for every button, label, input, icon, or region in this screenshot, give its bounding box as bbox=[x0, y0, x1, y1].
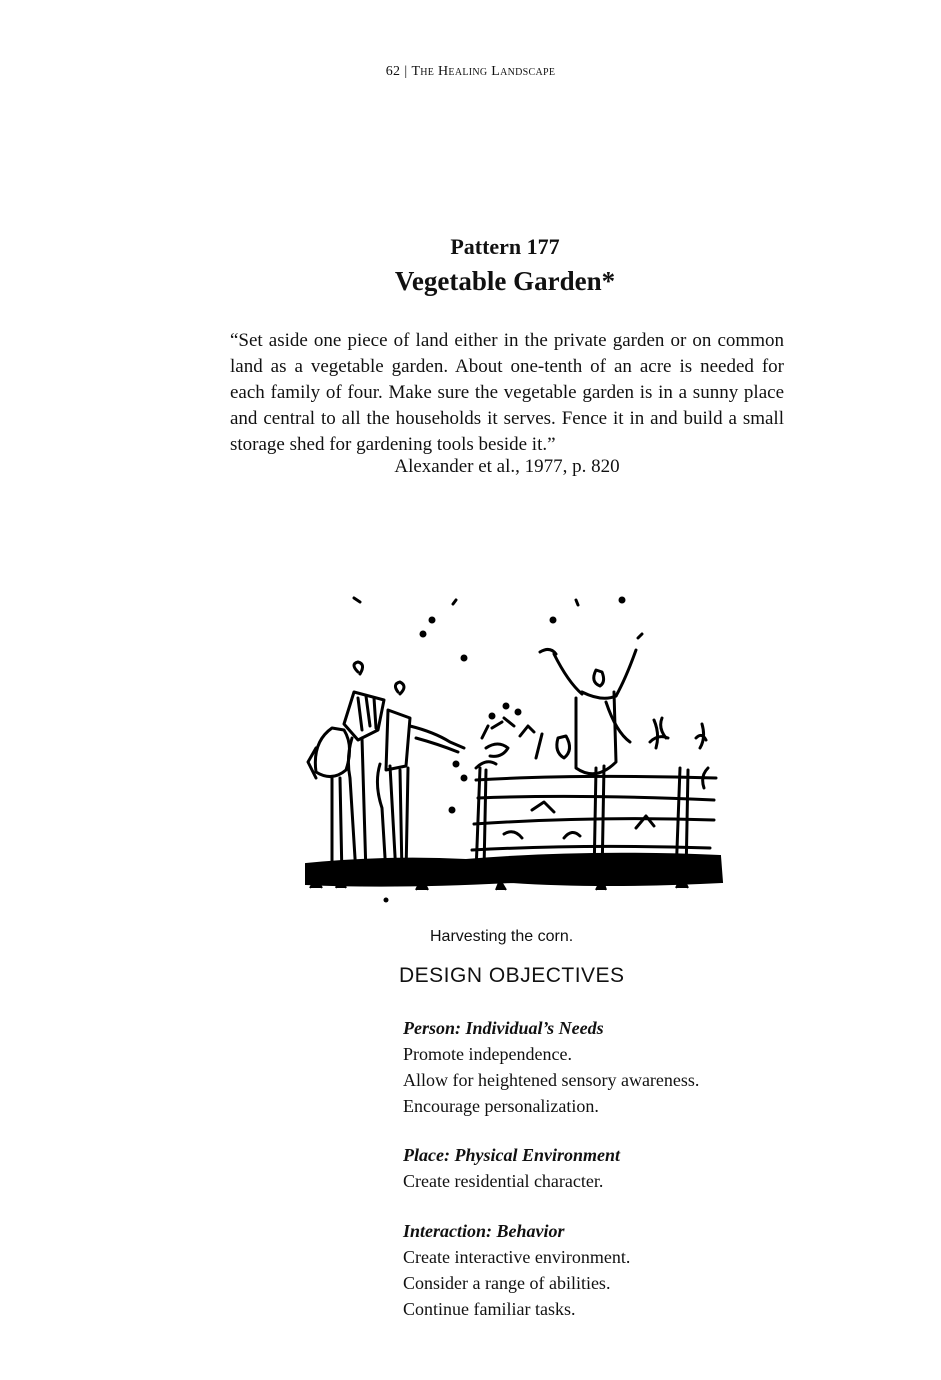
running-head-separator: | bbox=[404, 64, 408, 79]
objective-item: Encourage personalization. bbox=[403, 1096, 599, 1116]
objective-group-person bbox=[403, 1015, 699, 1119]
objective-group-place bbox=[403, 1142, 620, 1194]
objective-item: Continue familiar tasks. bbox=[403, 1299, 576, 1319]
pattern-quote: “Set aside one piece of land either in the private garden or on common land as a vegetable garden. About one-tenth of an acre is needed for each family of four. Make sure the vegetable garden is in a sunny place and central to all the households it serves. Fence it in and build a small storage shed for gardening tools beside it.” bbox=[230, 330, 784, 455]
page-number: 62 bbox=[385, 64, 401, 79]
objective-group-interaction bbox=[403, 1218, 630, 1322]
objective-item: Promote independence. bbox=[403, 1044, 572, 1064]
running-head bbox=[0, 64, 941, 80]
figure-caption: Harvesting the corn. bbox=[430, 928, 574, 945]
pattern-title: Vegetable Garden* bbox=[394, 266, 616, 296]
objective-list bbox=[403, 1041, 699, 1119]
garden-sketch-illustration bbox=[296, 588, 726, 906]
objective-list bbox=[403, 1168, 620, 1194]
pattern-number: Pattern 177 bbox=[450, 234, 560, 259]
objective-item: Create residential character. bbox=[403, 1171, 604, 1191]
objective-group-title: Place: Physical Environment bbox=[403, 1145, 620, 1165]
objective-item: Allow for heightened sensory awareness. bbox=[403, 1070, 700, 1090]
objective-item: Create interactive environment. bbox=[403, 1247, 631, 1267]
quote-citation: Alexander et al., 1977, p. 820 bbox=[394, 456, 620, 477]
objective-group-title: Person: Individual’s Needs bbox=[403, 1018, 604, 1038]
objective-item: Consider a range of abilities. bbox=[403, 1273, 611, 1293]
objective-group-title: Interaction: Behavior bbox=[403, 1221, 565, 1241]
objective-list bbox=[403, 1244, 630, 1322]
book-title: The Healing Landscape bbox=[411, 64, 556, 79]
design-objectives-heading: DESIGN OBJECTIVES bbox=[399, 964, 625, 987]
